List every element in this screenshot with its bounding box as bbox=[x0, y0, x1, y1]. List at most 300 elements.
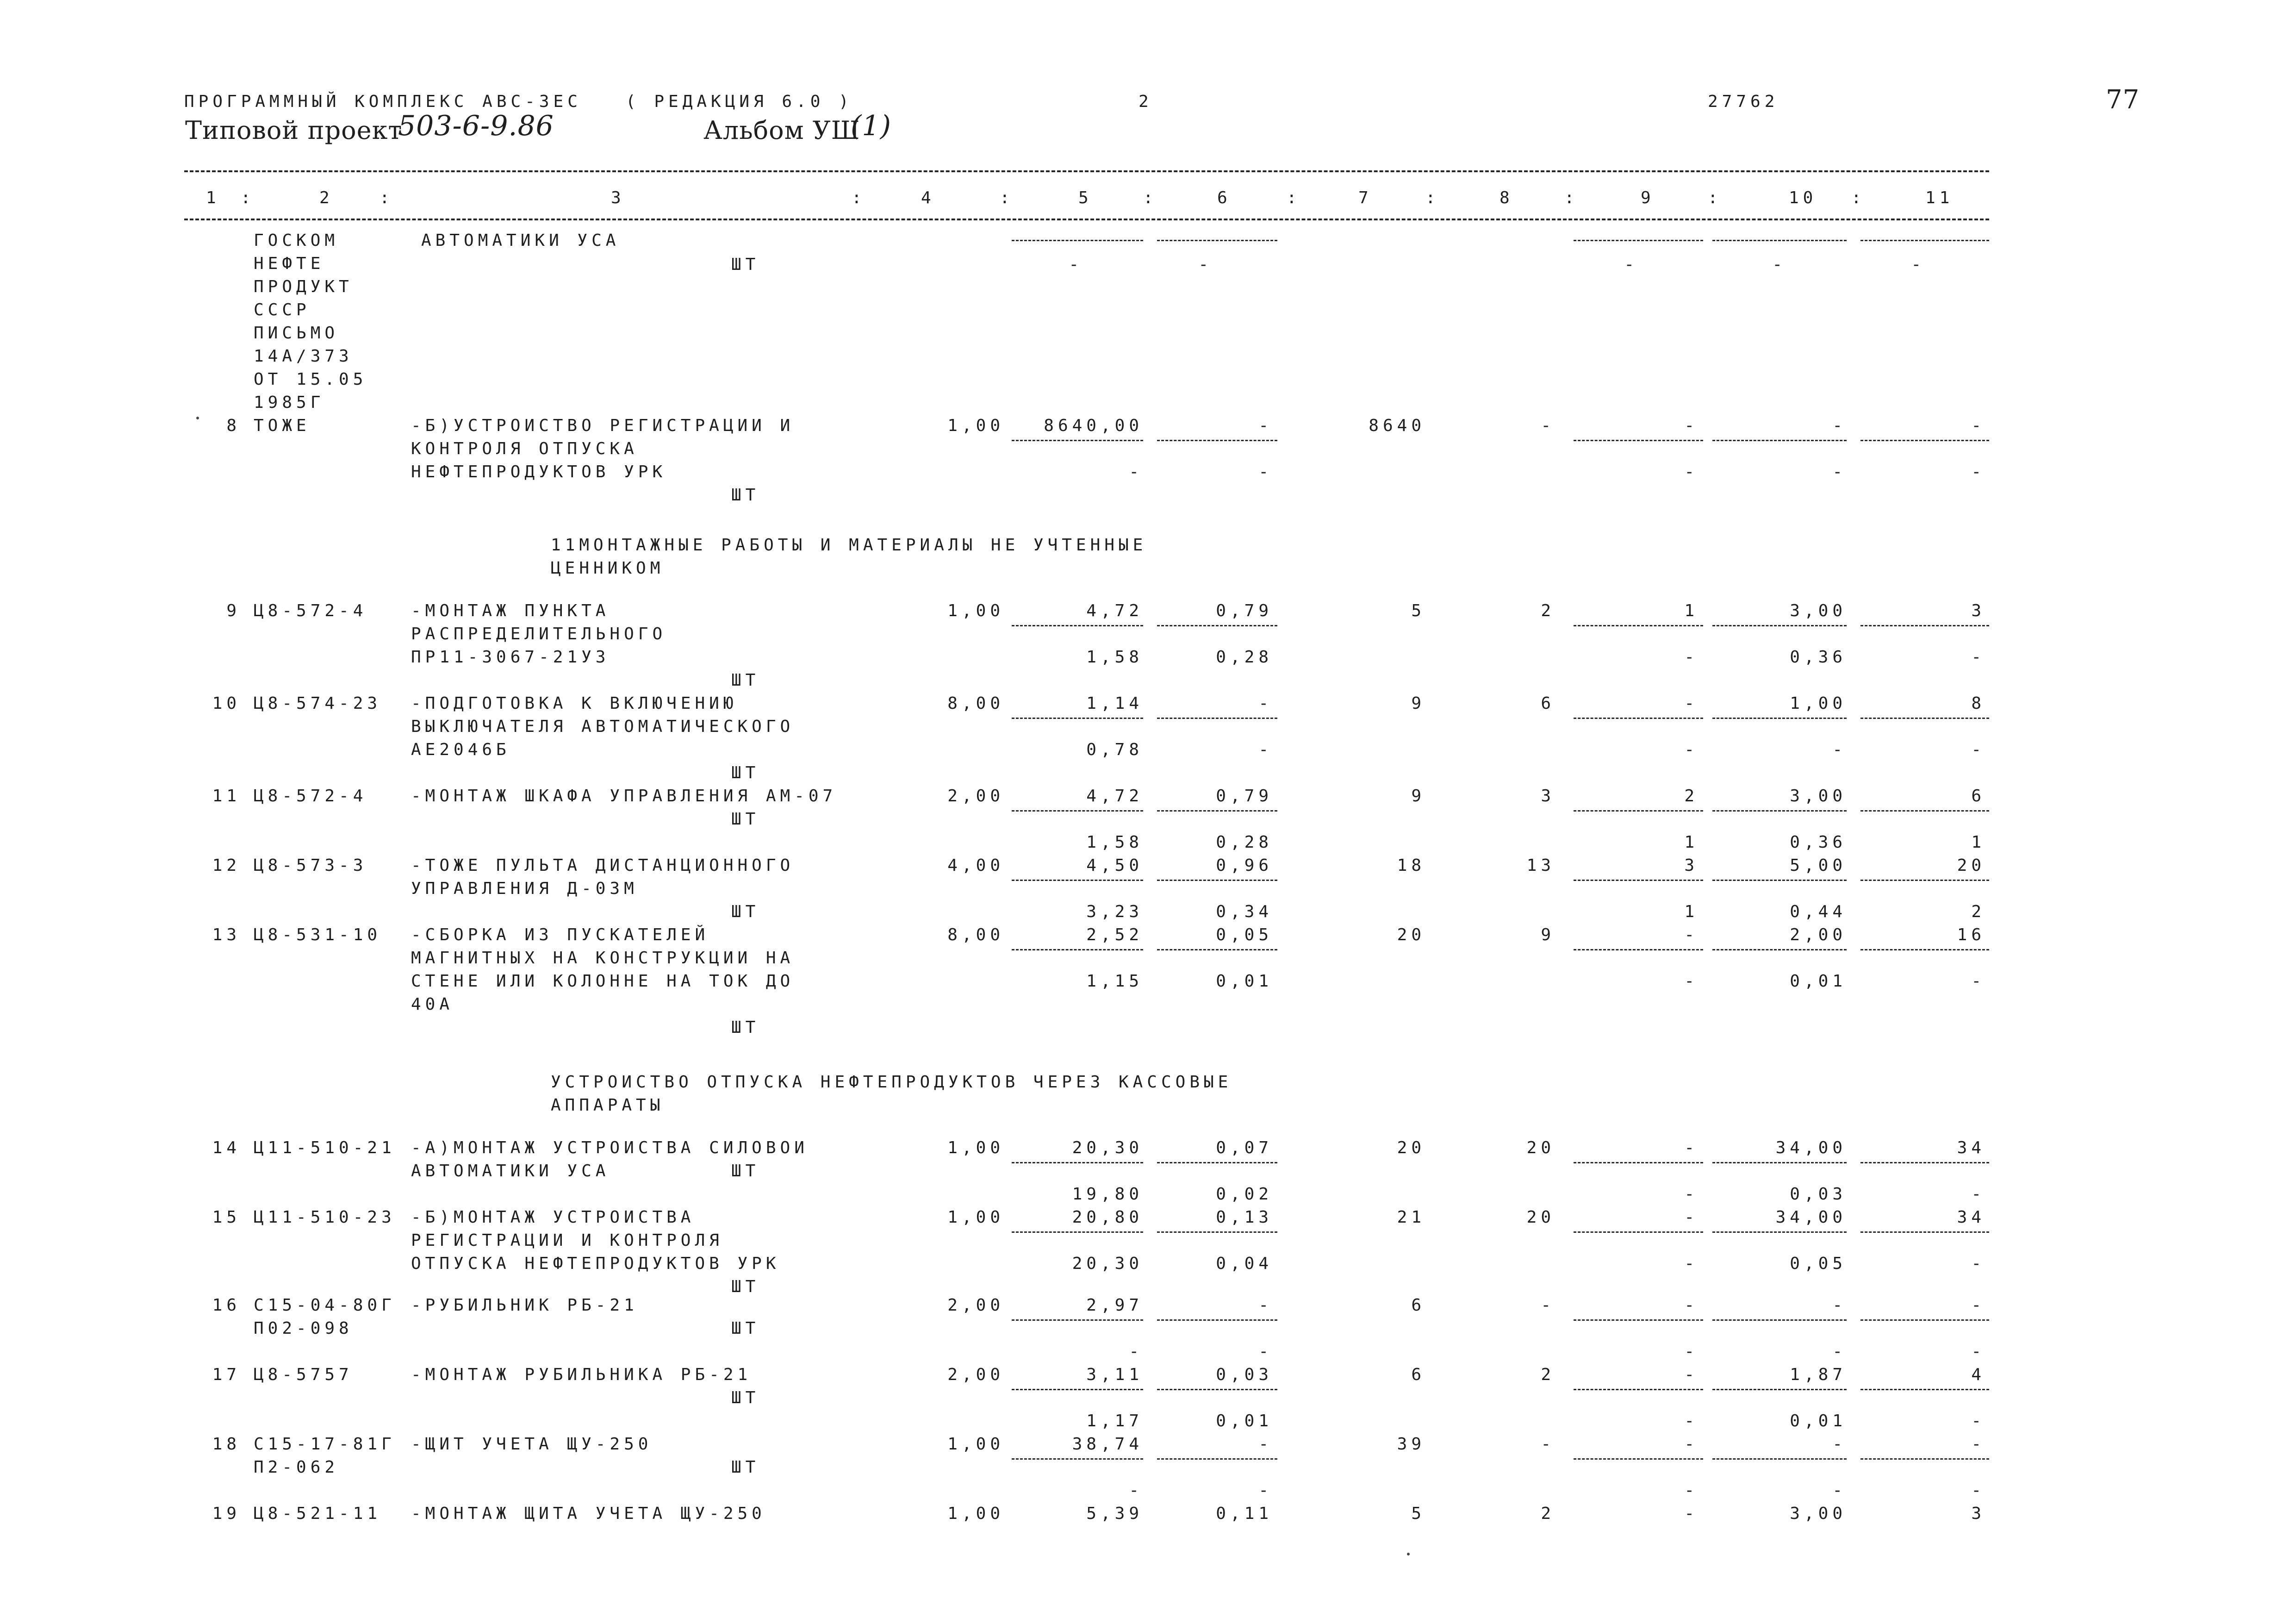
price-code: Ц8-531-10 bbox=[254, 925, 382, 944]
value-c9b: - bbox=[1684, 1412, 1699, 1430]
value-c10: - bbox=[1832, 1296, 1847, 1315]
price-code: Ц8-573-3 bbox=[254, 856, 367, 875]
value-c9b: - bbox=[1684, 1342, 1699, 1361]
value-c10: - bbox=[1832, 416, 1847, 435]
document-code: 27762 bbox=[1708, 92, 1779, 111]
value-divider bbox=[1012, 880, 1143, 881]
column-number-11: 11 bbox=[1925, 188, 1954, 207]
column-number-10: 10 bbox=[1789, 188, 1817, 207]
work-description: КОНТРОЛЯ ОТПУСКА bbox=[411, 439, 638, 458]
value-c5: 1,14 bbox=[1086, 694, 1143, 713]
value-c6b: 0,01 bbox=[1216, 972, 1273, 991]
value-c9b: - bbox=[1624, 255, 1638, 274]
value-c4: 2,00 bbox=[947, 1296, 1004, 1315]
value-divider bbox=[1860, 1319, 1989, 1321]
section-heading-dispensing-1: УСТРОИСТВО ОТПУСКА НЕФТЕПРОДУКТОВ ЧЕРЕЗ КАССОВЫЕ bbox=[551, 1073, 1232, 1092]
value-c6: - bbox=[1258, 416, 1273, 435]
page-number: 77 bbox=[2106, 85, 2140, 115]
value-c4: 1,00 bbox=[947, 1138, 1004, 1157]
value-c10: 2,00 bbox=[1790, 925, 1847, 944]
value-c9: 3 bbox=[1684, 856, 1699, 875]
work-description: -А)МОНТАЖ УСТРОИСТВА СИЛОВОИ bbox=[411, 1138, 809, 1157]
unit-label: ШТ bbox=[731, 1319, 760, 1338]
value-divider bbox=[1012, 440, 1143, 441]
unit-label: ШТ bbox=[731, 1458, 760, 1477]
value-c8: - bbox=[1541, 416, 1555, 435]
value-c8: - bbox=[1541, 1435, 1555, 1454]
work-description: НЕФТЕПРОДУКТОВ УРК bbox=[411, 462, 667, 481]
value-c7: 21 bbox=[1397, 1208, 1425, 1227]
value-c6b: - bbox=[1258, 1342, 1273, 1361]
unit-label: ШТ bbox=[731, 1162, 760, 1181]
column-number-2: 2 bbox=[319, 188, 334, 207]
value-c7: 6 bbox=[1411, 1365, 1425, 1384]
value-c11b: - bbox=[1971, 1412, 1985, 1430]
value-c10b: 0,36 bbox=[1790, 833, 1847, 852]
value-c9: - bbox=[1684, 1138, 1699, 1157]
value-c7: 9 bbox=[1411, 787, 1425, 806]
unit-label: ШТ bbox=[731, 1277, 760, 1296]
value-c4: 1,00 bbox=[947, 1504, 1004, 1523]
value-c8: 2 bbox=[1541, 601, 1555, 620]
price-code: Ц8-574-23 bbox=[254, 694, 382, 713]
value-c6: 0,96 bbox=[1216, 856, 1273, 875]
scan-speck bbox=[1407, 1553, 1410, 1555]
value-c9: 2 bbox=[1684, 787, 1699, 806]
value-divider bbox=[1574, 1162, 1703, 1163]
value-divider bbox=[1712, 1162, 1847, 1163]
value-divider bbox=[1157, 880, 1277, 881]
unit-label: ШТ bbox=[731, 671, 760, 690]
column-separator: : bbox=[380, 188, 394, 207]
value-divider bbox=[1157, 625, 1277, 626]
value-c6: 0,79 bbox=[1216, 787, 1273, 806]
value-c5: 3,11 bbox=[1086, 1365, 1143, 1384]
value-divider bbox=[1012, 1231, 1143, 1233]
value-c6: - bbox=[1258, 694, 1273, 713]
value-divider bbox=[1712, 1389, 1847, 1390]
value-c7: 6 bbox=[1411, 1296, 1425, 1315]
value-divider bbox=[1574, 240, 1703, 241]
value-c5: 4,72 bbox=[1086, 601, 1143, 620]
value-c6b: 0,28 bbox=[1216, 833, 1273, 852]
scan-speck bbox=[196, 417, 199, 419]
price-code: С15-04-80Г bbox=[254, 1296, 396, 1315]
column-number-5: 5 bbox=[1078, 188, 1093, 207]
basis-line: ГОСКОМ bbox=[254, 231, 339, 250]
value-divider bbox=[1712, 1319, 1847, 1321]
value-c11b: 1 bbox=[1971, 833, 1985, 852]
price-code: П2-062 bbox=[254, 1458, 339, 1477]
value-divider bbox=[1712, 949, 1847, 950]
value-divider bbox=[1574, 880, 1703, 881]
value-divider bbox=[1012, 718, 1143, 719]
column-separator: : bbox=[1287, 188, 1301, 207]
value-divider bbox=[1012, 625, 1143, 626]
value-c6: 0,13 bbox=[1216, 1208, 1273, 1227]
value-c6: - bbox=[1258, 1435, 1273, 1454]
column-number-9: 9 bbox=[1641, 188, 1655, 207]
sheet-number: 2 bbox=[1139, 92, 1153, 111]
value-c11b: 2 bbox=[1971, 902, 1985, 921]
row-number: 12 bbox=[212, 856, 241, 875]
value-divider bbox=[1574, 718, 1703, 719]
value-c5b: - bbox=[1069, 255, 1083, 274]
value-divider bbox=[1574, 1231, 1703, 1233]
value-c11b: - bbox=[1971, 1254, 1985, 1273]
value-divider bbox=[1157, 1231, 1277, 1233]
value-c6: 0,79 bbox=[1216, 601, 1273, 620]
price-code: П02-098 bbox=[254, 1319, 353, 1338]
work-description: -МОНТАЖ ЩИТА УЧЕТА ЩУ-250 bbox=[411, 1504, 766, 1523]
value-c10b: 0,01 bbox=[1790, 972, 1847, 991]
value-c9: - bbox=[1684, 416, 1699, 435]
value-c8: 3 bbox=[1541, 787, 1555, 806]
value-c6: 0,03 bbox=[1216, 1365, 1273, 1384]
value-divider bbox=[1157, 810, 1277, 812]
column-separator: : bbox=[241, 188, 255, 207]
value-c11: 8 bbox=[1971, 694, 1985, 713]
value-c6b: 0,04 bbox=[1216, 1254, 1273, 1273]
value-c5b: 1,17 bbox=[1086, 1412, 1143, 1430]
row-number: 10 bbox=[212, 694, 241, 713]
value-c5b: - bbox=[1129, 462, 1143, 481]
value-divider bbox=[1574, 1319, 1703, 1321]
carry-text: АВТОМАТИКИ УСА bbox=[421, 231, 620, 250]
value-c10: 3,00 bbox=[1790, 1504, 1847, 1523]
value-c10b: - bbox=[1832, 740, 1847, 759]
value-divider bbox=[1157, 1389, 1277, 1390]
value-c7: 20 bbox=[1397, 925, 1425, 944]
value-divider bbox=[1712, 625, 1847, 626]
column-separator: : bbox=[852, 188, 866, 207]
row-number: 8 bbox=[226, 416, 241, 435]
value-divider bbox=[1574, 440, 1703, 441]
value-c10b: 0,05 bbox=[1790, 1254, 1847, 1273]
price-code: Ц8-572-4 bbox=[254, 601, 367, 620]
value-divider bbox=[1860, 1162, 1989, 1163]
unit-label: ШТ bbox=[731, 763, 760, 782]
value-c11b: - bbox=[1971, 1185, 1985, 1204]
row-number: 9 bbox=[226, 601, 241, 620]
value-c4: 1,00 bbox=[947, 1208, 1004, 1227]
value-c4: 2,00 bbox=[947, 1365, 1004, 1384]
value-c10: 1,87 bbox=[1790, 1365, 1847, 1384]
value-c5: 4,72 bbox=[1086, 787, 1143, 806]
value-divider bbox=[1712, 1458, 1847, 1460]
column-separator: : bbox=[1564, 188, 1579, 207]
value-c6b: 0,28 bbox=[1216, 648, 1273, 667]
work-description: -Б)МОНТАЖ УСТРОИСТВА bbox=[411, 1208, 695, 1227]
value-c10b: 0,03 bbox=[1790, 1185, 1847, 1204]
column-separator: : bbox=[1143, 188, 1157, 207]
value-c6: 0,07 bbox=[1216, 1138, 1273, 1157]
value-c6: 0,05 bbox=[1216, 925, 1273, 944]
row-number: 18 bbox=[212, 1435, 241, 1454]
value-c5b: - bbox=[1129, 1342, 1143, 1361]
value-c11: 4 bbox=[1971, 1365, 1985, 1384]
value-c4: 1,00 bbox=[947, 601, 1004, 620]
basis-line: НЕФТЕ bbox=[254, 254, 325, 273]
value-c6: 0,11 bbox=[1216, 1504, 1273, 1523]
value-c11: 16 bbox=[1957, 925, 1985, 944]
value-divider bbox=[1012, 810, 1143, 812]
value-c9b: - bbox=[1684, 648, 1699, 667]
price-code: С15-17-81Г bbox=[254, 1435, 396, 1454]
value-c5b: 1,58 bbox=[1086, 833, 1143, 852]
value-divider bbox=[1574, 949, 1703, 950]
value-c10: 3,00 bbox=[1790, 787, 1847, 806]
value-c10: 3,00 bbox=[1790, 601, 1847, 620]
value-c10b: - bbox=[1772, 255, 1786, 274]
value-c7: 5 bbox=[1411, 1504, 1425, 1523]
album-label: Альбом УШ bbox=[703, 116, 860, 145]
value-divider bbox=[1860, 810, 1989, 812]
project-number: 503-6-9.86 bbox=[398, 110, 554, 142]
value-c8: - bbox=[1541, 1296, 1555, 1315]
value-divider bbox=[1712, 880, 1847, 881]
value-c11b: - bbox=[1971, 972, 1985, 991]
unit-label: ШТ bbox=[731, 810, 760, 829]
price-code: Ц8-572-4 bbox=[254, 787, 367, 806]
value-divider bbox=[1157, 1458, 1277, 1460]
work-description: -МОНТАЖ ПУНКТА bbox=[411, 601, 610, 620]
value-c8: 2 bbox=[1541, 1365, 1555, 1384]
value-c11b: - bbox=[1971, 740, 1985, 759]
value-c10b: 0,44 bbox=[1790, 902, 1847, 921]
price-code: ТОЖЕ bbox=[254, 416, 311, 435]
value-c5: 20,80 bbox=[1072, 1208, 1143, 1227]
value-c7: 8640 bbox=[1369, 416, 1425, 435]
work-description: АЕ2046Б bbox=[411, 740, 510, 759]
work-description: УПРАВЛЕНИЯ Д-03М bbox=[411, 879, 638, 898]
value-divider bbox=[1574, 810, 1703, 812]
row-number: 19 bbox=[212, 1504, 241, 1523]
value-c11b: - bbox=[1971, 1481, 1985, 1500]
value-divider bbox=[1157, 1162, 1277, 1163]
value-c11b: - bbox=[1971, 1342, 1985, 1361]
value-c9b: - bbox=[1684, 740, 1699, 759]
value-c4: 8,00 bbox=[947, 694, 1004, 713]
value-divider bbox=[1860, 718, 1989, 719]
value-divider bbox=[1574, 1389, 1703, 1390]
value-divider bbox=[1012, 1319, 1143, 1321]
value-c9b: - bbox=[1684, 972, 1699, 991]
value-divider bbox=[1012, 949, 1143, 950]
value-divider bbox=[1860, 1231, 1989, 1233]
work-description: ПР11-3067-21У3 bbox=[411, 648, 610, 667]
value-c4: 2,00 bbox=[947, 787, 1004, 806]
value-c11: 6 bbox=[1971, 787, 1985, 806]
work-description: РАСПРЕДЕЛИТЕЛЬНОГО bbox=[411, 625, 667, 643]
value-c4: 1,00 bbox=[947, 1435, 1004, 1454]
value-c5: 38,74 bbox=[1072, 1435, 1143, 1454]
value-c9: - bbox=[1684, 1208, 1699, 1227]
column-separator: : bbox=[1000, 188, 1014, 207]
row-number: 17 bbox=[212, 1365, 241, 1384]
value-c5: 5,39 bbox=[1086, 1504, 1143, 1523]
value-divider bbox=[1712, 718, 1847, 719]
row-number: 13 bbox=[212, 925, 241, 944]
header-rule-top bbox=[184, 170, 1989, 172]
value-c6: - bbox=[1258, 1296, 1273, 1315]
value-divider bbox=[1012, 1162, 1143, 1163]
value-c5: 20,30 bbox=[1072, 1138, 1143, 1157]
value-c9: 1 bbox=[1684, 601, 1699, 620]
price-code: Ц8-5757 bbox=[254, 1365, 353, 1384]
value-c9b: 1 bbox=[1684, 833, 1699, 852]
unit-label: ШТ bbox=[731, 1018, 760, 1037]
unit-label: ШТ bbox=[731, 486, 760, 505]
column-separator: : bbox=[1425, 188, 1440, 207]
edition-label: ( РЕДАКЦИЯ 6.0 ) bbox=[626, 92, 853, 111]
value-c11: 3 bbox=[1971, 601, 1985, 620]
work-description: -ТОЖЕ ПУЛЬТА ДИСТАНЦИОННОГО bbox=[411, 856, 795, 875]
value-c11b: - bbox=[1971, 648, 1985, 667]
value-divider bbox=[1012, 1458, 1143, 1460]
value-divider bbox=[1012, 240, 1143, 241]
value-divider bbox=[1860, 1458, 1989, 1460]
work-description: ОТПУСКА НЕФТЕПРОДУКТОВ УРК bbox=[411, 1254, 780, 1273]
value-c5b: 1,58 bbox=[1086, 648, 1143, 667]
value-c5: 8640,00 bbox=[1044, 416, 1143, 435]
work-description: -РУБИЛЬНИК РБ-21 bbox=[411, 1296, 638, 1315]
unit-label: ШТ bbox=[731, 255, 760, 274]
value-c9b: 1 bbox=[1684, 902, 1699, 921]
value-c11: - bbox=[1971, 416, 1985, 435]
value-divider bbox=[1860, 1389, 1989, 1390]
value-c9: - bbox=[1684, 1504, 1699, 1523]
value-c9: - bbox=[1684, 925, 1699, 944]
row-number: 15 bbox=[212, 1208, 241, 1227]
header-rule-bottom bbox=[184, 219, 1989, 220]
section-heading-installation-1: 11МОНТАЖНЫЕ РАБОТЫ И МАТЕРИАЛЫ НЕ УЧТЕННЫЕ bbox=[551, 536, 1147, 555]
value-c10b: - bbox=[1832, 1342, 1847, 1361]
value-c11: - bbox=[1971, 1435, 1985, 1454]
basis-line: ПИСЬМО bbox=[254, 324, 339, 343]
value-divider bbox=[1860, 240, 1989, 241]
value-divider bbox=[1574, 1458, 1703, 1460]
value-c6b: - bbox=[1198, 255, 1213, 274]
section-heading-dispensing-2: АППАРАТЫ bbox=[551, 1096, 665, 1115]
column-number-8: 8 bbox=[1500, 188, 1514, 207]
value-c11: 20 bbox=[1957, 856, 1985, 875]
value-divider bbox=[1157, 718, 1277, 719]
value-c11: 34 bbox=[1957, 1208, 1985, 1227]
basis-line: СССР bbox=[254, 300, 311, 319]
value-c4: 4,00 bbox=[947, 856, 1004, 875]
value-c5b: 1,15 bbox=[1086, 972, 1143, 991]
work-description: МАГНИТНЫХ НА КОНСТРУКЦИИ НА bbox=[411, 949, 795, 968]
value-c9: - bbox=[1684, 1296, 1699, 1315]
value-c4: 8,00 bbox=[947, 925, 1004, 944]
value-c5b: 3,23 bbox=[1086, 902, 1143, 921]
value-c8: 13 bbox=[1526, 856, 1555, 875]
value-divider bbox=[1157, 240, 1277, 241]
project-label: Типовой проект bbox=[185, 116, 403, 145]
work-description: -ПОДГОТОВКА К ВКЛЮЧЕНИЮ bbox=[411, 694, 738, 713]
value-c7: 39 bbox=[1397, 1435, 1425, 1454]
row-number: 14 bbox=[212, 1138, 241, 1157]
value-c5: 2,97 bbox=[1086, 1296, 1143, 1315]
value-divider bbox=[1712, 810, 1847, 812]
basis-line: ОТ 15.05 bbox=[254, 370, 367, 389]
column-number-7: 7 bbox=[1358, 188, 1373, 207]
price-code: Ц11-510-21 bbox=[254, 1138, 396, 1157]
price-code: Ц8-521-11 bbox=[254, 1504, 382, 1523]
section-heading-installation-2: ЦЕННИКОМ bbox=[551, 559, 665, 578]
value-divider bbox=[1712, 1231, 1847, 1233]
value-divider bbox=[1157, 440, 1277, 441]
value-c10b: 0,01 bbox=[1790, 1412, 1847, 1430]
work-description: АВТОМАТИКИ УСА bbox=[411, 1162, 610, 1181]
value-divider bbox=[1012, 1389, 1143, 1390]
value-divider bbox=[1574, 625, 1703, 626]
value-c8: 2 bbox=[1541, 1504, 1555, 1523]
value-c11: 34 bbox=[1957, 1138, 1985, 1157]
work-description: РЕГИСТРАЦИИ И КОНТРОЛЯ bbox=[411, 1231, 723, 1250]
value-divider bbox=[1712, 240, 1847, 241]
basis-line: 14А/373 bbox=[254, 347, 353, 366]
value-c8: 20 bbox=[1526, 1138, 1555, 1157]
work-description: -МОНТАЖ РУБИЛЬНИКА РБ-21 bbox=[411, 1365, 752, 1384]
value-c7: 20 bbox=[1397, 1138, 1425, 1157]
value-c9: - bbox=[1684, 694, 1699, 713]
column-separator: : bbox=[1708, 188, 1722, 207]
row-number: 16 bbox=[212, 1296, 241, 1315]
basis-line: ПРОДУКТ bbox=[254, 277, 353, 296]
work-description: -МОНТАЖ ШКАФА УПРАВЛЕНИЯ АМ-07 bbox=[411, 787, 837, 806]
value-c8: 20 bbox=[1526, 1208, 1555, 1227]
value-c7: 5 bbox=[1411, 601, 1425, 620]
value-c8: 6 bbox=[1541, 694, 1555, 713]
value-c11b: - bbox=[1971, 462, 1985, 481]
value-c9: - bbox=[1684, 1365, 1699, 1384]
value-c6b: - bbox=[1258, 462, 1273, 481]
row-number: 11 bbox=[212, 787, 241, 806]
value-c6b: - bbox=[1258, 740, 1273, 759]
value-c10: 1,00 bbox=[1790, 694, 1847, 713]
value-c11b: - bbox=[1911, 255, 1925, 274]
work-description: СТЕНЕ ИЛИ КОЛОННЕ НА ТОК ДО bbox=[411, 972, 795, 991]
value-c7: 9 bbox=[1411, 694, 1425, 713]
value-c10: 34,00 bbox=[1775, 1208, 1847, 1227]
work-description: -СБОРКА ИЗ ПУСКАТЕЛЕЙ bbox=[411, 925, 709, 944]
value-c10: 34,00 bbox=[1775, 1138, 1847, 1157]
column-number-4: 4 bbox=[921, 188, 935, 207]
work-description: -Б)УСТРОИСТВО РЕГИСТРАЦИИ И bbox=[411, 416, 795, 435]
work-description: -ЩИТ УЧЕТА ЩУ-250 bbox=[411, 1435, 653, 1454]
column-number-1: 1 bbox=[206, 188, 220, 207]
value-divider bbox=[1712, 440, 1847, 441]
value-c8: 9 bbox=[1541, 925, 1555, 944]
value-divider bbox=[1860, 880, 1989, 881]
column-separator: : bbox=[1851, 188, 1866, 207]
unit-label: ШТ bbox=[731, 1388, 760, 1407]
value-c6b: 0,02 bbox=[1216, 1185, 1273, 1204]
value-c6b: 0,01 bbox=[1216, 1412, 1273, 1430]
value-c10b: - bbox=[1832, 1481, 1847, 1500]
value-c5b: 20,30 bbox=[1072, 1254, 1143, 1273]
value-c5b: 19,80 bbox=[1072, 1185, 1143, 1204]
value-divider bbox=[1860, 949, 1989, 950]
value-c10: - bbox=[1832, 1435, 1847, 1454]
value-c10: 5,00 bbox=[1790, 856, 1847, 875]
value-c6b: - bbox=[1258, 1481, 1273, 1500]
value-divider bbox=[1860, 440, 1989, 441]
value-divider bbox=[1860, 625, 1989, 626]
price-code: Ц11-510-23 bbox=[254, 1208, 396, 1227]
